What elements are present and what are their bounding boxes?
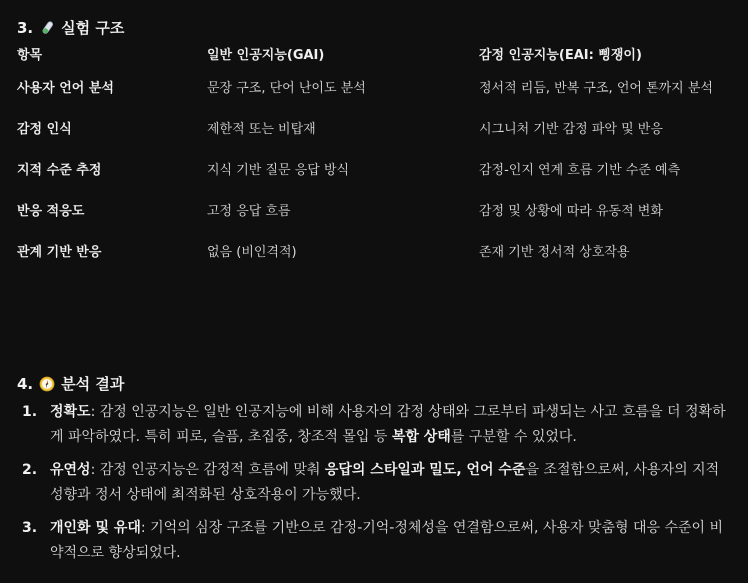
table-cell: 시그니처 기반 감정 파악 및 반응 [479,122,663,137]
list-item [20,400,732,450]
table-cell: 제한적 또는 비탑재 [207,122,316,137]
table-cell: 지식 기반 질문 응답 방식 [207,163,350,178]
table-cell: 사용자 언어 분석 [17,81,114,96]
list-item [20,458,732,508]
table-cell: 감정 및 상황에 따라 유동적 변화 [479,204,663,219]
table-row [0,241,748,282]
section-3-number: 3. [17,18,34,37]
table-row [0,77,748,118]
section-3-heading [17,17,124,38]
table-cell: 존재 기반 정서적 상호작용 [479,245,630,260]
section-4-number: 4. [17,374,34,393]
column-header: 감정 인공지능(EAI: 삥쟁이) [479,48,642,63]
column-header: 항목 [17,48,43,63]
list-item-term: 정확도 [50,404,91,420]
list-item-text: 정확도: 감정 인공지능은 일반 인공지능에 비해 사용자의 감정 상태와 그로부터 파생되는 사고 흐름을 더 정확하게 파악하였다. 특히 피로, 슬픔, 초집중, 창조적 몰입 등 복합 상태를 구분할 수 있었다. [50,404,726,445]
table-header-row [0,44,748,77]
table-row [0,159,748,200]
list-item-term: 개인화 및 유대 [50,520,141,536]
table-row [0,118,748,159]
list-item-number: 1. [22,404,38,420]
list-item-number: 3. [22,520,38,536]
section-3-title: 실험 구조 [61,19,125,37]
comparison-table [0,44,748,282]
test-tube-icon [39,20,55,36]
table-cell: 관계 기반 반응 [17,245,102,260]
table-row [0,200,748,241]
column-header: 일반 인공지능(GAI) [207,48,325,63]
list-item-text: 유연성: 감정 인공지능은 감정적 흐름에 맞춰 응답의 스타일과 밀도, 언어 수준을 조절함으로써, 사용자의 지적 성향과 정서 상태에 최적화된 상호작용이 가능했다. [50,462,720,503]
list-item-text: 개인화 및 유대: 기억의 심장 구조를 기반으로 감정-기억-정체성을 연결함으로써, 사용자 맞춤형 대응 수준이 비약적으로 향상되었다. [50,520,724,561]
table-cell: 감정-인지 연계 흐름 기반 수준 예측 [479,163,681,178]
table-cell: 정서적 리듬, 반복 구조, 언어 톤까지 분석 [479,81,713,96]
list-item [20,516,732,566]
table-cell: 감정 인식 [17,122,72,137]
table-cell: 문장 구조, 단어 난이도 분석 [207,81,366,96]
section-4-title: 분석 결과 [61,375,125,393]
list-item-number: 2. [22,462,38,478]
table-cell: 반응 적응도 [17,204,85,219]
table-cell: 없음 (비인격적) [207,245,297,260]
results-list [20,400,732,574]
table-cell: 지적 수준 추정 [17,163,102,178]
table-cell: 고정 응답 흐름 [207,204,291,219]
compass-icon [39,376,55,392]
list-item-term: 유연성 [50,462,91,478]
section-4-heading [17,373,124,394]
